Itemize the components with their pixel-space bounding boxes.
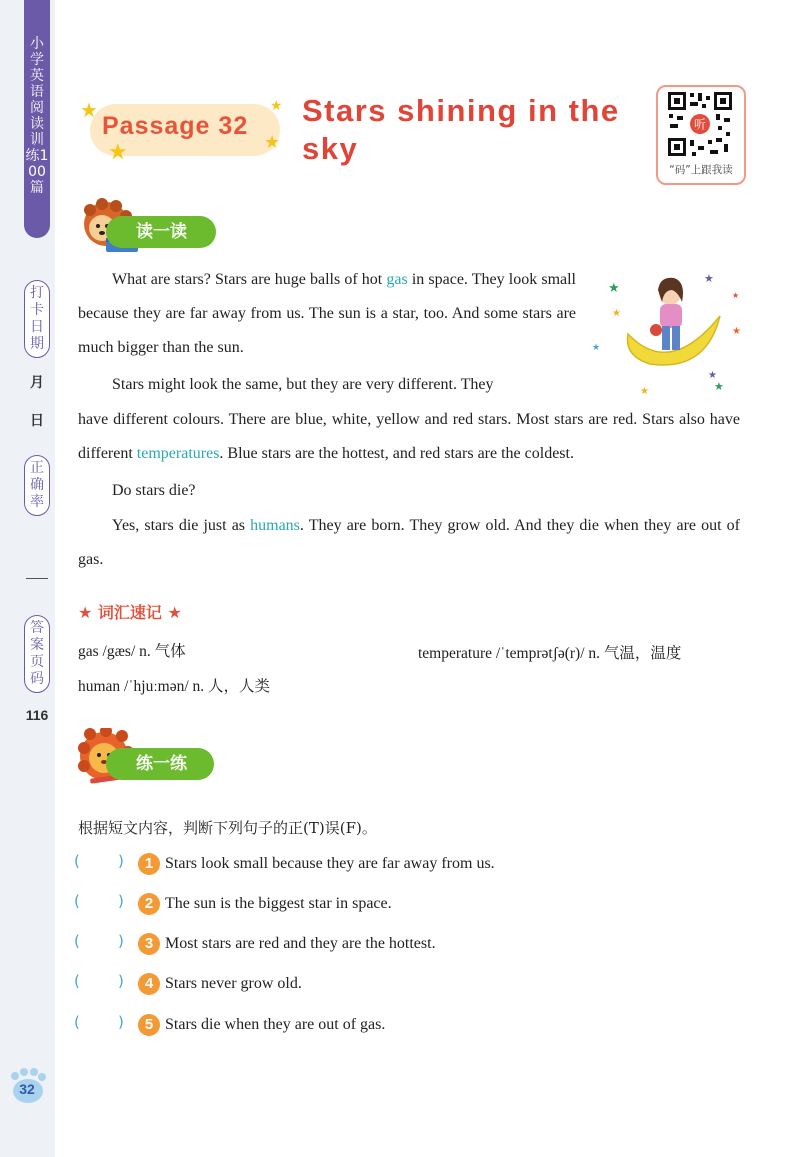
svg-text:★: ★ <box>608 281 620 296</box>
vocab-item-human: human /ˈhjuːmən/ n. 人，人类 <box>78 678 271 695</box>
question-text: Stars never grow old. <box>165 975 302 992</box>
answer-paren-open[interactable]: ( <box>74 852 80 870</box>
qr-caption: “码”上跟我读 <box>669 164 733 176</box>
answer-paren-close: ) <box>118 932 124 950</box>
answer-paren-open[interactable]: ( <box>74 972 80 990</box>
star-icon: ★ <box>80 98 98 122</box>
page-number: 32 <box>19 1081 35 1097</box>
answer-paren-open[interactable]: ( <box>74 892 80 910</box>
star-icon: ★ <box>108 140 128 165</box>
svg-text:听: 听 <box>693 117 707 132</box>
svg-text:★: ★ <box>714 380 724 393</box>
check-in-date-label: 打卡日期 <box>24 280 50 358</box>
keyword-humans: humans <box>250 517 300 534</box>
svg-text:★: ★ <box>708 370 717 381</box>
book-title: 小学英语阅读训练100篇 <box>25 36 49 196</box>
paragraph-4 <box>78 509 740 577</box>
vocab-title: ★ 词汇速记 ★ <box>78 603 182 622</box>
vocab-item-gas: gas /gæs/ n. 气体 <box>78 643 186 660</box>
accuracy-blank <box>26 578 48 579</box>
paragraph-1-text-b: in space. They look small because they are far away from us. The sun is a star, too. And some stars are much bigger than the sun. <box>78 271 577 356</box>
paragraph-2 <box>78 403 740 471</box>
svg-text:★: ★ <box>732 326 741 337</box>
paragraph-2-text-a: have different colours. There are blue, white, yellow and red stars. Most stars are red. Stars also have different <box>78 411 740 462</box>
svg-text:★: ★ <box>592 343 601 353</box>
question-number-badge: 1 <box>138 853 160 875</box>
paragraph-2-line-1: Stars might look the same, but they are very different. They <box>112 376 494 393</box>
answer-page-number: 116 <box>25 707 49 723</box>
paragraph-1 <box>78 263 576 365</box>
answer-paren-open[interactable]: ( <box>74 1013 80 1031</box>
day-label: 日 <box>30 413 44 429</box>
paragraph-4-text-a: Yes, stars die just as <box>112 517 251 534</box>
paragraph-3: Do stars die? <box>112 482 196 499</box>
question-number-badge: 2 <box>138 893 160 915</box>
svg-text:★: ★ <box>640 386 649 397</box>
answer-page-label: 答案页码 <box>24 615 50 693</box>
question-text: Most stars are red and they are the hottest. <box>165 935 436 952</box>
month-label: 月 <box>30 375 44 391</box>
passage-number: Passage 32 <box>102 112 249 140</box>
answer-paren-close: ) <box>118 972 124 990</box>
question-text: Stars look small because they are far away from us. <box>165 855 495 872</box>
vocab-item-temperature: temperature /ˈtemprətʃə(r)/ n. 气温，温度 <box>418 645 682 662</box>
paragraph-2-text-b: . Blue stars are the hottest, and red stars are the coldest. <box>219 445 574 462</box>
question-number-badge: 5 <box>138 1014 160 1036</box>
accuracy-label: 正确率 <box>24 455 50 516</box>
keyword-temperatures: temperatures <box>136 445 220 462</box>
paragraph-1-text-a: What are stars? Stars are huge balls of hot <box>112 271 387 288</box>
question-number-badge: 3 <box>138 933 160 955</box>
question-number-badge: 4 <box>138 973 160 995</box>
star-icon: ★ <box>264 132 281 153</box>
svg-text:★: ★ <box>732 291 740 300</box>
answer-paren-close: ) <box>118 892 124 910</box>
star-icon: ★ <box>270 98 283 114</box>
svg-text:★: ★ <box>704 272 714 285</box>
qr-code-icon[interactable] <box>666 90 734 158</box>
passage-title: Stars shining in the sky <box>302 93 620 166</box>
paragraph-4-text-b: . They are born. They grow old. And they die when they are out of gas. <box>78 517 740 568</box>
practice-instruction: 根据短文内容，判断下列句子的正(T)误(F)。 <box>78 819 377 837</box>
answer-paren-open[interactable]: ( <box>74 932 80 950</box>
section-read-label: 读一读 <box>106 216 216 248</box>
girl-on-moon-icon <box>588 268 748 398</box>
answer-paren-close: ) <box>118 1013 124 1031</box>
answer-paren-close: ) <box>118 852 124 870</box>
keyword-gas: gas <box>386 271 408 288</box>
question-text: The sun is the biggest star in space. <box>165 895 392 912</box>
svg-text:★: ★ <box>612 308 621 319</box>
question-text: Stars die when they are out of gas. <box>165 1016 386 1033</box>
section-practice-label: 练一练 <box>106 748 214 780</box>
